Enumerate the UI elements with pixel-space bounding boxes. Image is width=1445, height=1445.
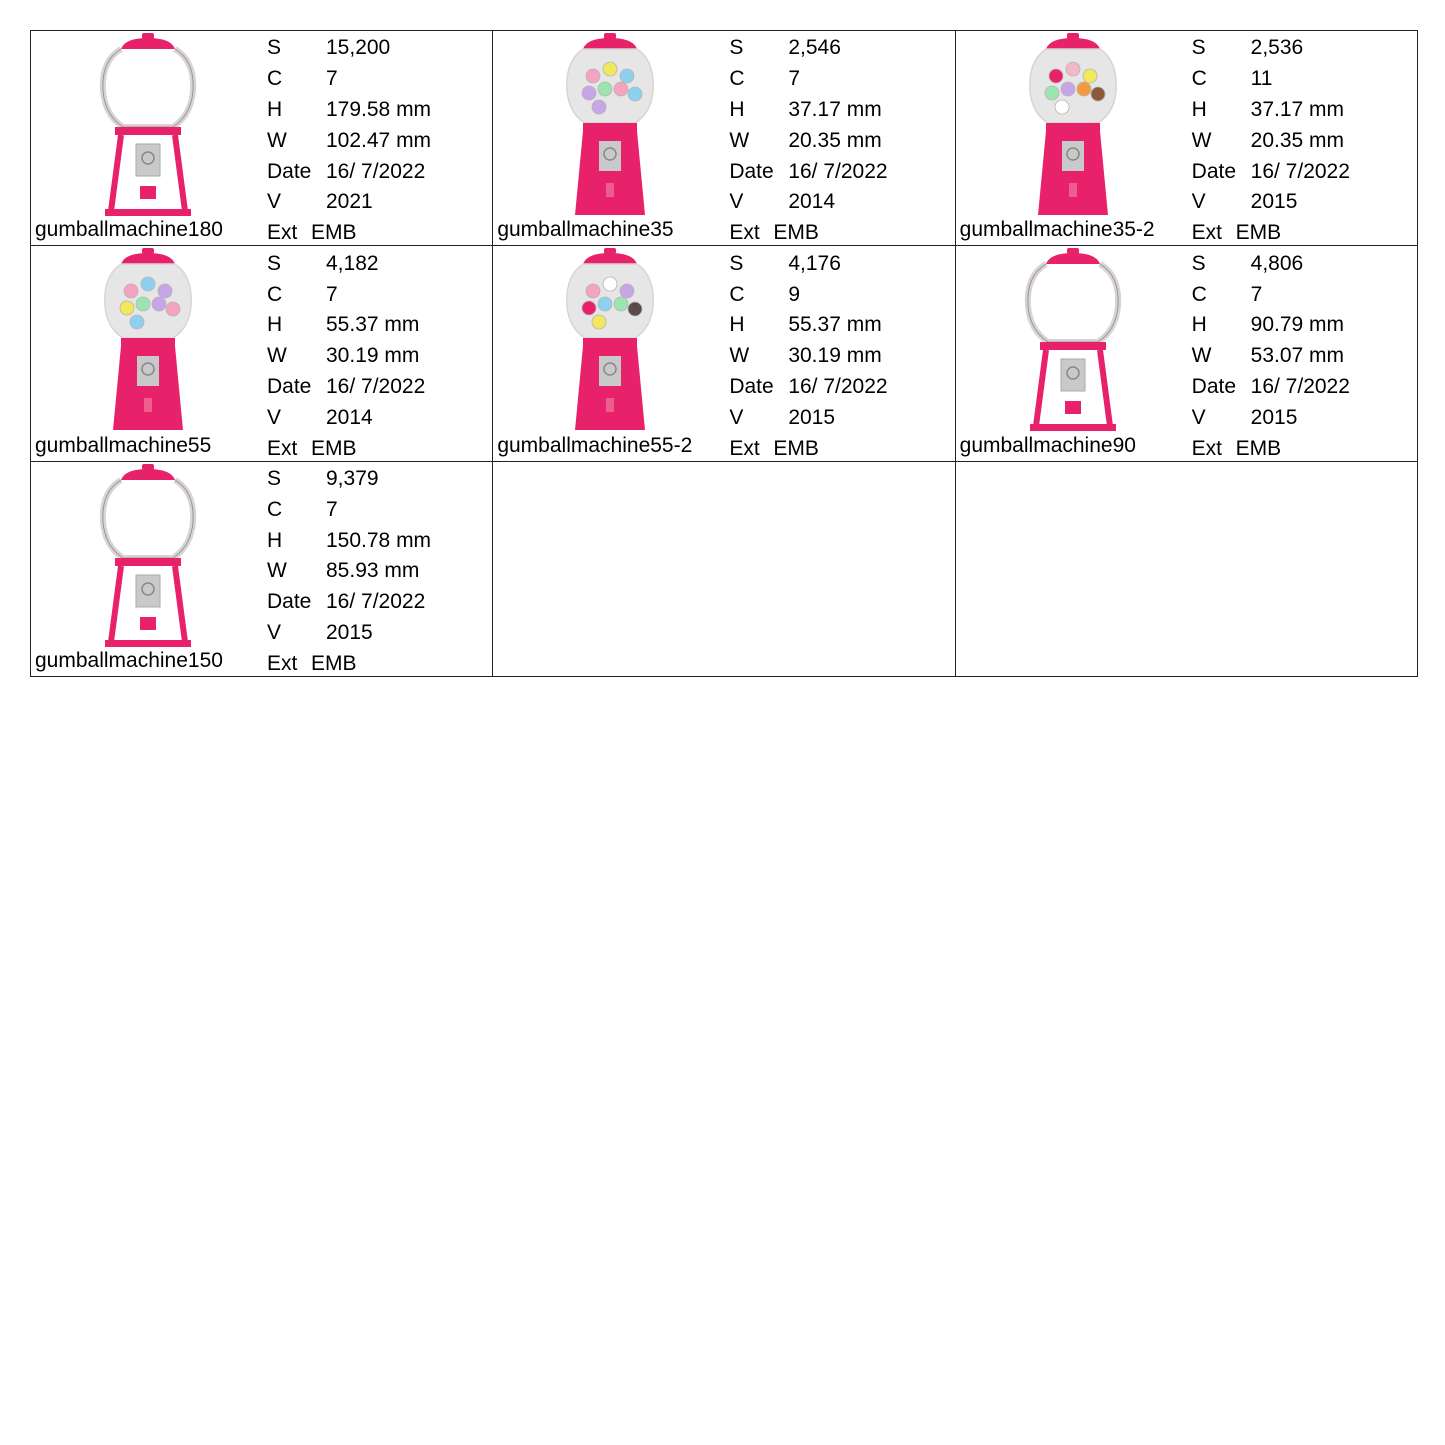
spec-row-colors bbox=[729, 279, 949, 310]
spec-row-version bbox=[729, 402, 949, 433]
gumball bbox=[620, 69, 634, 83]
spec-value: 16/ 7/2022 bbox=[1250, 159, 1350, 183]
gumball-machine-thumbnail bbox=[91, 462, 205, 650]
spec-label: S bbox=[267, 251, 282, 275]
spec-row-height bbox=[1192, 310, 1412, 341]
spec-row-stitches bbox=[267, 248, 487, 279]
spec-value: 4,176 bbox=[788, 251, 841, 275]
spec-value: 16/ 7/2022 bbox=[788, 159, 888, 183]
gumball bbox=[586, 284, 600, 298]
spec-row-version bbox=[267, 402, 487, 433]
neck bbox=[1040, 342, 1106, 350]
gumball bbox=[158, 284, 172, 298]
gumball-machine-thumbnail bbox=[91, 31, 205, 219]
chute bbox=[144, 398, 152, 412]
globe bbox=[103, 49, 193, 127]
base bbox=[1030, 424, 1116, 431]
spec-value: 2015 bbox=[1250, 405, 1298, 429]
spec-list bbox=[729, 248, 949, 461]
spec-label: Date bbox=[1191, 159, 1237, 183]
spec-value: EMB bbox=[1235, 221, 1282, 245]
spec-value: 9 bbox=[788, 282, 801, 306]
spec-label: V bbox=[1191, 405, 1206, 429]
spec-label: S bbox=[267, 467, 282, 491]
design-cell bbox=[31, 462, 493, 677]
coin-plate bbox=[599, 356, 621, 386]
spec-value: EMB bbox=[311, 651, 357, 675]
spec-label: W bbox=[729, 344, 750, 368]
spec-label: W bbox=[267, 559, 287, 583]
spec-row-ext bbox=[729, 433, 949, 462]
spec-row-ext bbox=[267, 648, 487, 677]
spec-label: H bbox=[729, 97, 745, 121]
spec-row-height bbox=[267, 310, 487, 341]
spec-label: W bbox=[1191, 128, 1212, 152]
gumball bbox=[136, 297, 150, 311]
spec-label: H bbox=[267, 313, 283, 337]
spec-value: EMB bbox=[773, 436, 819, 460]
spec-row-height bbox=[729, 310, 949, 341]
gumball bbox=[1061, 82, 1075, 96]
gumball-machine-thumbnail bbox=[1016, 31, 1130, 219]
spec-row-date bbox=[267, 372, 487, 403]
spec-row-colors bbox=[267, 279, 487, 310]
spec-row-stitches bbox=[1192, 33, 1412, 64]
gumball bbox=[152, 297, 166, 311]
spec-value: 7 bbox=[1250, 282, 1263, 306]
lid bbox=[121, 38, 175, 49]
spec-value: 85.93 mm bbox=[326, 559, 420, 583]
neck bbox=[583, 338, 637, 346]
gumball-machine-icon bbox=[91, 462, 205, 650]
coin-plate bbox=[136, 575, 160, 607]
spec-label: H bbox=[729, 313, 745, 337]
spec-value: 30.19 mm bbox=[326, 344, 420, 368]
design-sheet bbox=[30, 30, 1418, 677]
spec-value: 55.37 mm bbox=[326, 313, 420, 337]
spec-row-date bbox=[267, 587, 487, 618]
design-cell bbox=[493, 246, 955, 461]
spec-row-colors bbox=[1192, 279, 1412, 310]
spec-value: 2,536 bbox=[1250, 36, 1304, 60]
spec-row-colors bbox=[267, 494, 487, 525]
spec-value: 7 bbox=[326, 282, 338, 306]
spec-label: H bbox=[1191, 313, 1207, 337]
gumball-machine-thumbnail bbox=[91, 246, 205, 434]
gumball bbox=[1049, 69, 1063, 83]
gumball bbox=[166, 302, 180, 316]
spec-label: V bbox=[267, 190, 282, 214]
spec-label: C bbox=[267, 282, 283, 306]
chute bbox=[140, 617, 156, 630]
chute bbox=[606, 398, 614, 412]
spec-value: 102.47 mm bbox=[326, 128, 432, 152]
spec-value: 150.78 mm bbox=[326, 528, 432, 552]
spec-row-ext bbox=[1192, 218, 1412, 247]
spec-label: Ext bbox=[1191, 436, 1222, 460]
design-filename: gumballmachine55 bbox=[35, 433, 212, 457]
spec-row-stitches bbox=[729, 248, 949, 279]
spec-row-date bbox=[1192, 156, 1412, 187]
spec-label: H bbox=[267, 528, 283, 552]
spec-label: Ext bbox=[267, 436, 298, 460]
spec-value: 179.58 mm bbox=[326, 97, 432, 121]
spec-value: 4,182 bbox=[326, 251, 379, 275]
spec-label: H bbox=[1191, 97, 1207, 121]
spec-label: Ext bbox=[729, 436, 760, 460]
spec-label: Date bbox=[267, 374, 312, 398]
gumball-machine-thumbnail bbox=[553, 31, 667, 219]
design-cell bbox=[956, 462, 1418, 677]
gumball bbox=[1083, 69, 1097, 83]
spec-value: 2,546 bbox=[788, 36, 841, 60]
lid bbox=[121, 253, 175, 264]
gumball bbox=[1077, 82, 1091, 96]
gumball bbox=[1066, 62, 1080, 76]
spec-label: S bbox=[729, 36, 744, 60]
spec-value: 2021 bbox=[326, 190, 373, 214]
spec-value: 16/ 7/2022 bbox=[326, 159, 426, 183]
gumball bbox=[603, 62, 617, 76]
design-filename: gumballmachine55-2 bbox=[497, 433, 693, 457]
spec-row-width bbox=[267, 556, 487, 587]
spec-label: C bbox=[267, 497, 283, 521]
spec-value: 37.17 mm bbox=[1250, 97, 1345, 121]
gumball bbox=[130, 315, 144, 329]
spec-row-width bbox=[267, 341, 487, 372]
spec-label: Ext bbox=[1191, 221, 1222, 245]
spec-value: 53.07 mm bbox=[1250, 344, 1345, 368]
spec-value: 2015 bbox=[326, 621, 373, 645]
spec-row-ext bbox=[267, 218, 487, 247]
spec-value: 90.79 mm bbox=[1250, 313, 1345, 337]
spec-row-date bbox=[1192, 372, 1412, 403]
gumball-machine-icon bbox=[1016, 31, 1130, 219]
spec-row-date bbox=[267, 156, 487, 187]
lid bbox=[1046, 253, 1100, 264]
design-filename: gumballmachine35 bbox=[497, 218, 674, 242]
spec-label: S bbox=[1191, 251, 1206, 275]
chute bbox=[140, 186, 156, 199]
gumball-machine-icon bbox=[91, 31, 205, 219]
design-cell bbox=[956, 246, 1418, 461]
chute bbox=[1069, 183, 1077, 197]
spec-label: V bbox=[267, 405, 282, 429]
spec-label: Date bbox=[1191, 374, 1237, 398]
gumball bbox=[582, 301, 596, 315]
gumball bbox=[1055, 100, 1069, 114]
spec-label: C bbox=[1191, 67, 1207, 91]
spec-value: 2015 bbox=[788, 405, 836, 429]
spec-row-stitches bbox=[267, 33, 487, 64]
spec-row-stitches bbox=[1192, 248, 1412, 279]
spec-row-version bbox=[267, 618, 487, 649]
spec-value: 2014 bbox=[326, 405, 373, 429]
gumball bbox=[582, 86, 596, 100]
spec-label: W bbox=[1191, 344, 1212, 368]
gumball-machine-icon bbox=[1016, 246, 1130, 434]
neck bbox=[1046, 123, 1100, 131]
gumball bbox=[598, 82, 612, 96]
spec-row-version bbox=[1192, 402, 1412, 433]
spec-value: 9,379 bbox=[326, 467, 379, 491]
spec-label: Ext bbox=[267, 651, 298, 675]
spec-value: 7 bbox=[326, 67, 338, 91]
gumball bbox=[614, 82, 628, 96]
gumball bbox=[598, 297, 612, 311]
spec-value: 7 bbox=[326, 497, 338, 521]
spec-list bbox=[267, 33, 487, 246]
spec-label: Date bbox=[729, 374, 774, 398]
gumball-machine-icon bbox=[553, 246, 667, 434]
spec-row-width bbox=[1192, 341, 1412, 372]
design-cell bbox=[493, 31, 955, 246]
spec-value: 11 bbox=[1250, 67, 1273, 91]
coin-plate bbox=[599, 141, 621, 171]
spec-value: 37.17 mm bbox=[788, 97, 882, 121]
spec-value: EMB bbox=[1235, 436, 1282, 460]
spec-row-ext bbox=[267, 433, 487, 462]
spec-row-height bbox=[267, 95, 487, 126]
spec-row-height bbox=[729, 95, 949, 126]
spec-value: 2014 bbox=[788, 190, 836, 214]
design-filename: gumballmachine180 bbox=[35, 218, 223, 242]
spec-label: S bbox=[1191, 36, 1206, 60]
lid bbox=[583, 38, 637, 49]
spec-label: Date bbox=[729, 159, 774, 183]
spec-row-width bbox=[267, 125, 487, 156]
neck bbox=[115, 558, 181, 566]
spec-label: V bbox=[1191, 190, 1206, 214]
gumball bbox=[603, 277, 617, 291]
gumball bbox=[124, 284, 138, 298]
spec-row-colors bbox=[267, 64, 487, 95]
spec-row-stitches bbox=[729, 33, 949, 64]
gumball-machine-thumbnail bbox=[1016, 246, 1130, 434]
spec-row-version bbox=[267, 187, 487, 218]
spec-label: V bbox=[729, 190, 744, 214]
spec-row-version bbox=[1192, 187, 1412, 218]
spec-label: Ext bbox=[267, 221, 298, 245]
spec-value: 16/ 7/2022 bbox=[326, 374, 426, 398]
spec-value: 15,200 bbox=[326, 36, 391, 60]
design-filename: gumballmachine35-2 bbox=[959, 218, 1155, 242]
spec-value: EMB bbox=[311, 221, 357, 245]
neck bbox=[583, 123, 637, 131]
spec-label: V bbox=[729, 405, 744, 429]
chute bbox=[606, 183, 614, 197]
coin-plate bbox=[136, 144, 160, 176]
spec-value: 20.35 mm bbox=[788, 128, 882, 152]
spec-label: C bbox=[267, 67, 283, 91]
coin-plate bbox=[1062, 141, 1084, 171]
spec-row-width bbox=[729, 341, 949, 372]
lid bbox=[583, 253, 637, 264]
globe bbox=[103, 480, 193, 558]
spec-row-colors bbox=[1192, 64, 1412, 95]
gumball bbox=[628, 87, 642, 101]
globe bbox=[1027, 264, 1117, 342]
spec-value: 30.19 mm bbox=[788, 344, 882, 368]
spec-label: V bbox=[267, 621, 282, 645]
spec-label: Ext bbox=[729, 221, 760, 245]
spec-list bbox=[267, 248, 487, 461]
spec-row-date bbox=[729, 372, 949, 403]
neck bbox=[115, 127, 181, 135]
spec-value: 16/ 7/2022 bbox=[1250, 374, 1350, 398]
base bbox=[105, 640, 191, 647]
lid bbox=[121, 469, 175, 480]
spec-list bbox=[729, 33, 949, 246]
gumball bbox=[620, 284, 634, 298]
spec-label: Date bbox=[267, 159, 312, 183]
spec-value: 16/ 7/2022 bbox=[326, 590, 426, 614]
spec-label: Date bbox=[267, 590, 312, 614]
gumball bbox=[592, 100, 606, 114]
spec-list bbox=[267, 464, 487, 677]
spec-row-stitches bbox=[267, 464, 487, 495]
spec-value: EMB bbox=[773, 221, 819, 245]
spec-row-ext bbox=[729, 218, 949, 247]
spec-row-version bbox=[729, 187, 949, 218]
spec-row-width bbox=[729, 125, 949, 156]
coin-plate bbox=[1061, 359, 1085, 391]
gumball-machine-icon bbox=[91, 246, 205, 434]
spec-value: 4,806 bbox=[1250, 251, 1304, 275]
spec-list bbox=[1192, 33, 1412, 246]
spec-row-colors bbox=[729, 64, 949, 95]
gumball bbox=[614, 297, 628, 311]
spec-label: C bbox=[1191, 282, 1207, 306]
gumball-machine-thumbnail bbox=[553, 246, 667, 434]
design-cell bbox=[31, 246, 493, 461]
spec-row-ext bbox=[1192, 433, 1412, 462]
coin-plate bbox=[137, 356, 159, 386]
spec-label: C bbox=[729, 67, 745, 91]
spec-value: 55.37 mm bbox=[788, 313, 882, 337]
spec-label: W bbox=[267, 128, 287, 152]
spec-row-width bbox=[1192, 125, 1412, 156]
design-filename: gumballmachine90 bbox=[959, 433, 1136, 457]
gumball bbox=[628, 302, 642, 316]
base bbox=[105, 209, 191, 216]
design-filename: gumballmachine150 bbox=[35, 648, 223, 672]
spec-label: W bbox=[267, 344, 287, 368]
gumball bbox=[1091, 87, 1105, 101]
spec-row-date bbox=[729, 156, 949, 187]
spec-label: H bbox=[267, 97, 283, 121]
design-cell bbox=[956, 31, 1418, 246]
gumball bbox=[1045, 86, 1059, 100]
spec-row-height bbox=[267, 525, 487, 556]
neck bbox=[121, 338, 175, 346]
lid bbox=[1046, 38, 1100, 49]
gumball bbox=[586, 69, 600, 83]
spec-list bbox=[1192, 248, 1412, 461]
gumball-machine-icon bbox=[553, 31, 667, 219]
spec-label: C bbox=[729, 282, 745, 306]
chute bbox=[1065, 401, 1081, 414]
spec-value: 7 bbox=[788, 67, 801, 91]
spec-label: S bbox=[729, 251, 744, 275]
spec-value: 2015 bbox=[1250, 190, 1298, 214]
spec-label: W bbox=[729, 128, 750, 152]
spec-row-height bbox=[1192, 95, 1412, 126]
spec-value: EMB bbox=[311, 436, 357, 460]
gumball bbox=[120, 301, 134, 315]
design-cell bbox=[31, 31, 493, 246]
gumball bbox=[141, 277, 155, 291]
spec-label: S bbox=[267, 36, 282, 60]
gumball bbox=[592, 315, 606, 329]
design-cell bbox=[493, 462, 955, 677]
spec-value: 16/ 7/2022 bbox=[788, 374, 888, 398]
spec-value: 20.35 mm bbox=[1250, 128, 1345, 152]
